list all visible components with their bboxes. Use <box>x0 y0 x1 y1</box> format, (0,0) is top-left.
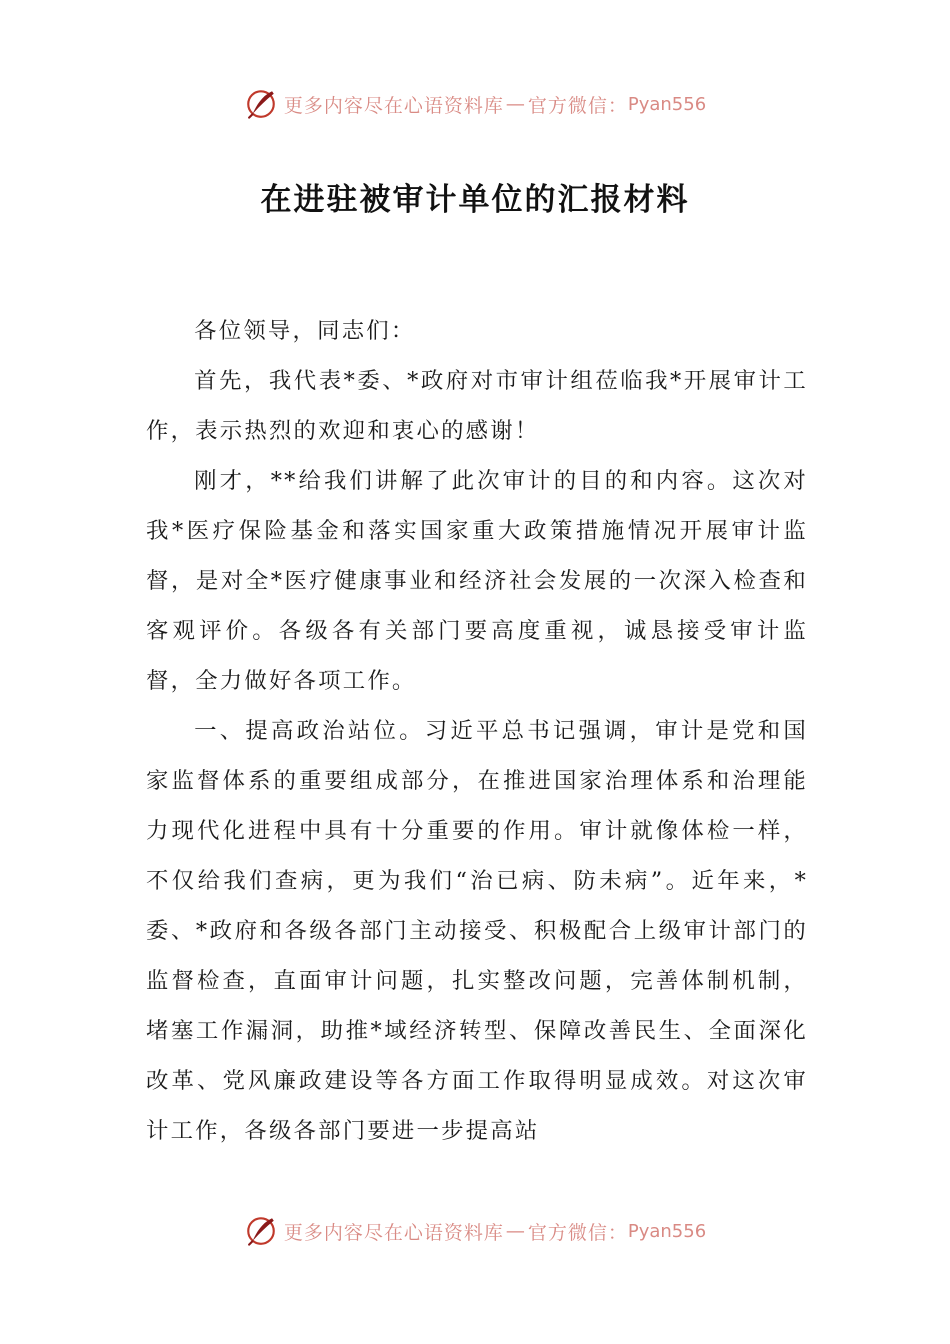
paragraph-welcome: 首先，我代表*委、*政府对市审计组莅临我*开展审计工作，表示热烈的欢迎和衷心的感谢！ <box>146 368 808 444</box>
header-watermark <box>0 84 950 124</box>
paragraph-audit-purpose: 刚才，**给我们讲解了此次审计的目的和内容。这次对我*医疗保险基金和落实国家重大政策措施情况开展审计监督，是对全*医疗健康事业和经济社会发展的一次深入检查和客观评价。各级各有关部门要高度重视，诚恳接受审计监督，全力做好各项工作。 <box>146 468 808 694</box>
watermark-site-text: 更多内容尽在心语资料库 <box>283 1221 504 1244</box>
watermark-site-text: 更多内容尽在心语资料库 <box>283 94 504 117</box>
watermark-wechat-label: 官方微信： <box>527 94 628 117</box>
document-body <box>146 306 808 1156</box>
quill-logo-icon <box>244 87 278 121</box>
document-title: 在进驻被审计单位的汇报材料 <box>260 182 690 218</box>
watermark-wechat-id: Pyan556 <box>627 93 707 115</box>
footer-watermark <box>0 1211 950 1251</box>
watermark-wechat-id: Pyan556 <box>627 1220 707 1242</box>
paragraph-political-stance: 一、提高政治站位。习近平总书记强调，审计是党和国家监督体系的重要组成部分，在推进国家治理体系和治理能力现代化进程中具有十分重要的作用。审计就像体检一样，不仅给我们查病，更为我们“治已病、防未病”。近年来，*委、*政府和各级各部门主动接受、积极配合上级审计部门的监督检查，直面审计问题，扎实整改问题，完善体制机制，堵塞工作漏洞，助推*域经济转型、保障改善民生、全面深化改革、党风廉政建设等各方面工作取得明显成效。对这次审计工作，各级各部门要进一步提高站 <box>146 718 808 1144</box>
watermark-wechat-label: 官方微信： <box>527 1221 628 1244</box>
quill-logo-icon <box>244 1214 278 1248</box>
watermark-separator: — <box>505 1220 526 1242</box>
paragraph-salutation: 各位领导，同志们： <box>194 318 416 344</box>
watermark-separator: — <box>505 93 526 115</box>
